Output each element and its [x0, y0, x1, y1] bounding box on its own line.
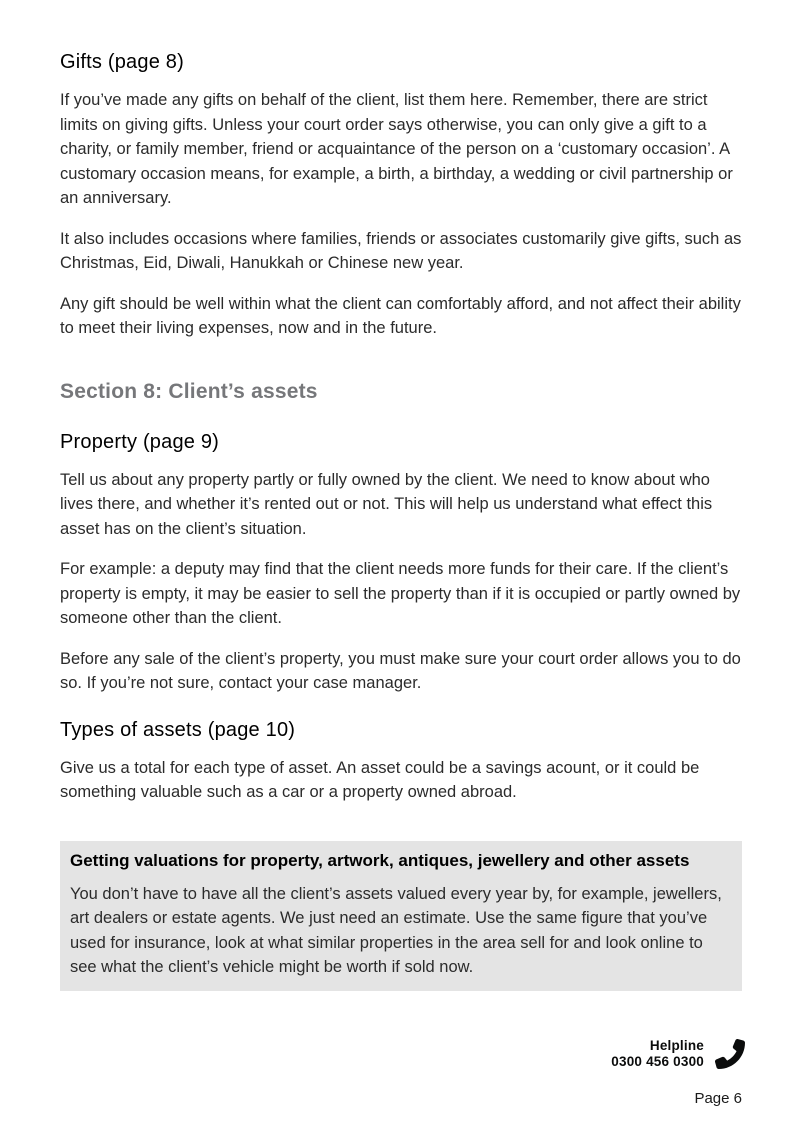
- page-number: Page 6: [694, 1090, 742, 1107]
- section-types-of-assets: [60, 718, 742, 805]
- section-property: [60, 430, 742, 696]
- property-paragraph-3: Before any sale of the client’s property, you must make sure your court order allows you to do so. If you’re not sure, contact your case manager.: [60, 649, 741, 692]
- types-of-assets-paragraph-1: Give us a total for each type of asset. An asset could be a savings acount, or it could be something valuable such as a car or a property owned abroad.: [60, 758, 700, 801]
- types-of-assets-heading: Types of assets (page 10): [60, 718, 296, 741]
- info-box-body: You don’t have to have all the client’s assets valued every year by, for example, jewellers, art dealers or estate agents. We just need an estimate. Use the same figure that you’ve used for insurance, look at what similar properties in the area sell for and look online to see what the client’s vehicle might be worth if sold now.: [70, 884, 722, 976]
- phone-icon: [715, 1039, 745, 1069]
- valuations-info-box: [60, 841, 742, 991]
- section8-heading: Section 8: Client’s assets: [60, 379, 318, 403]
- helpline-number: 0300 456 0300: [611, 1053, 704, 1069]
- helpline-text: [611, 1038, 704, 1069]
- section-gifts: [60, 50, 742, 341]
- gifts-paragraph-2: It also includes occasions where families, friends or associates customarily give gifts, such as Christmas, Eid, Diwali, Hanukkah or Chinese new year.: [60, 229, 742, 272]
- info-box-heading: Getting valuations for property, artwork, antiques, jewellery and other assets: [70, 850, 690, 870]
- helpline-label: Helpline: [649, 1038, 704, 1053]
- gifts-heading: Gifts (page 8): [60, 51, 184, 73]
- gifts-paragraph-3: Any gift should be well within what the client can comfortably afford, and not affect their ability to meet their living expenses, now and in the future.: [60, 294, 741, 337]
- helpline: [611, 1038, 745, 1069]
- gifts-paragraph-1: If you’ve made any gifts on behalf of the client, list them here. Remember, there are strict limits on giving gifts. Unless your court order says otherwise, you can only give a gift to a charity, or family member, friend or acquaintance of the person on a ‘customary occasion’. A customary occasion means, for example, a birth, a birthday, a wedding or civil partnership or an anniversary.: [60, 91, 733, 207]
- property-heading: Property (page 9): [60, 430, 220, 453]
- property-paragraph-1: Tell us about any property partly or fully owned by the client. We need to know about who lives there, and whether it’s rented out or not. This will help us understand what effect this asset has on the client’s situation.: [60, 470, 713, 538]
- property-paragraph-2: For example: a deputy may find that the client needs more funds for their care. If the client’s property is empty, it may be easier to sell the property than if it is occupied or partly owned by someone other than the client.: [60, 560, 741, 627]
